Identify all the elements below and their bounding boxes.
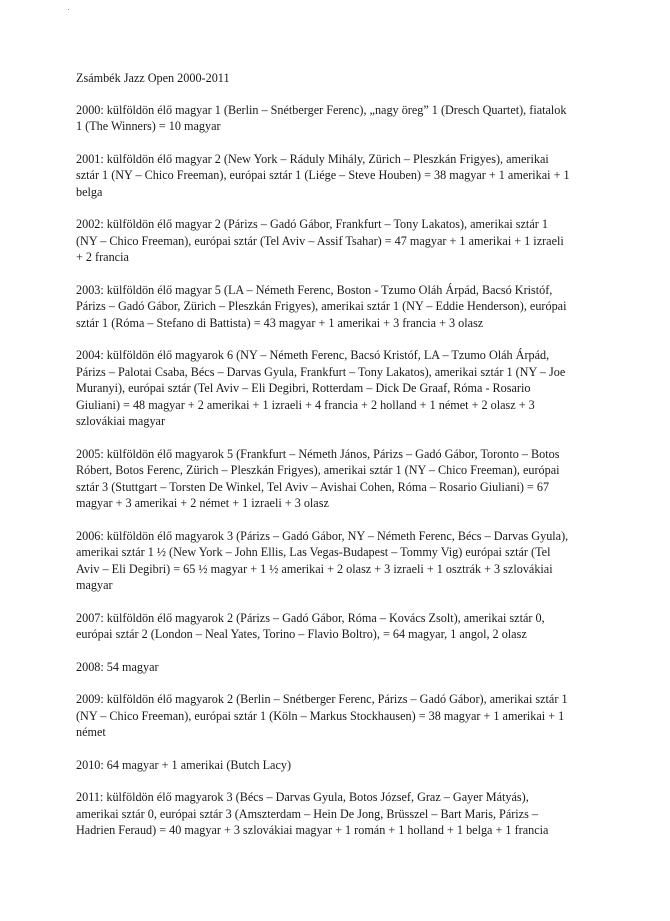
scan-speck: [68, 9, 69, 10]
entry-2006: 2006: külföldön élő magyarok 3 (Párizs – Gadó Gábor, NY – Németh Ferenc, Bécs – Darvas Gyula), amerikai sztár 1 ½ (New York – John Ellis, Las Vegas-Budapest – Tommy Vig) európai sztár (Tel Aviv – Eli Degibri) = 65 ½ magyar + 1 ½ amerikai + 2 olasz + 3 izraeli + 1 osztrák + 3 szlovákiai magyar: [76, 528, 569, 592]
entry-2004: 2004: külföldön élő magyarok 6 (NY – Németh Ferenc, Bacsó Kristóf, LA – Tzumo Oláh Árpád, Párizs – Palotai Csaba, Bécs – Darvas Gyula, Frankfurt – Tony Lakatos), amerikai sztár 1 (NY – Joe Muranyi), európai sztár (Tel Aviv – Eli Degibri, Rotterdam – Dick De Graaf, Róma - Rosario Giuliani) = 48 magyar + 2 amerikai + 1 izraeli + 4 francia + 2 holland + 1 német + 2 olasz + 3 szlovákiai magyar: [76, 348, 566, 428]
entry-2003: 2003: külföldön élő magyar 5 (LA – Németh Ferenc, Boston - Tzumo Oláh Árpád, Bacsó Kristóf, Párizs – Gadó Gábor, Zürich – Pleszkán Frigyes), amerikai sztár 1 (NY – Eddie Henderson), európai sztár 1 (Róma – Stefano di Battista) = 43 magyar + 1 amerikai + 3 francia + 3 olasz: [76, 282, 567, 330]
entry-2002: 2002: külföldön élő magyar 2 (Párizs – Gadó Gábor, Frankfurt – Tony Lakatos), amerikai sztár 1 (NY – Chico Freeman), európai sztár (Tel Aviv – Assif Tsahar) = 47 magyar + 1 amerikai + 1 izraeli + 2 francia: [76, 217, 564, 264]
entry-2007: 2007: külföldön élő magyarok 2 (Párizs – Gadó Gábor, Róma – Kovács Zsolt), amerikai sztár 0, európai sztár 2 (London – Neal Yates, Torino – Flavio Boltro), = 64 magyar, 1 angol, 2 olasz: [76, 610, 545, 641]
entry-2008: 2008: 54 magyar: [76, 659, 159, 674]
document-title: Zsámbék Jazz Open 2000-2011: [76, 71, 230, 85]
entry-2011: 2011: külföldön élő magyarok 3 (Bécs – Darvas Gyula, Botos József, Graz – Gayer Mátyás), amerikai sztár 0, európai sztár 3 (Amszterdam – Hein De Jong, Brüsszel – Bart Maris, Párizs – Hadrien Feraud) = 40 magyar + 3 szlovákiai magyar + 1 román + 1 holland + 1 belga + 1 francia: [76, 790, 549, 837]
entry-2005: 2005: külföldön élő magyarok 5 (Frankfurt – Németh János, Párizs – Gadó Gábor, Toronto – Botos Róbert, Botos Ferenc, Zürich – Pleszkán Frigyes), amerikai sztár 1 (NY – Chico Freeman), európai sztár 3 (Stuttgart – Torsten De Winkel, Tel Aviv – Avishai Cohen, Róma – Rosario Giuliani) = 67 magyar + 3 amerikai + 2 német + 1 izraeli + 3 olasz: [76, 446, 560, 510]
entry-2001: 2001: külföldön élő magyar 2 (New York – Ráduly Mihály, Zürich – Pleszkán Frigyes), amerikai sztár 1 (NY – Chico Freeman), európai sztár 1 (Liége – Steve Houben) = 38 magyar + 1 amerikai + 1 belga: [76, 151, 570, 199]
entry-2000: 2000: külföldön élő magyar 1 (Berlin – Snétberger Ferenc), „nagy öreg” 1 (Dresch Quartet), fiatalok 1 (The Winners) = 10 magyar: [76, 102, 567, 133]
document-page: [76, 70, 570, 855]
entry-2010: 2010: 64 magyar + 1 amerikai (Butch Lacy): [76, 757, 292, 772]
entry-2009: 2009: külföldön élő magyarok 2 (Berlin – Snétberger Ferenc, Párizs – Gadó Gábor), amerikai sztár 1 (NY – Chico Freeman), európai sztár 1 (Köln – Markus Stockhausen) = 38 magyar + 1 amerikai + 1 német: [76, 692, 568, 739]
